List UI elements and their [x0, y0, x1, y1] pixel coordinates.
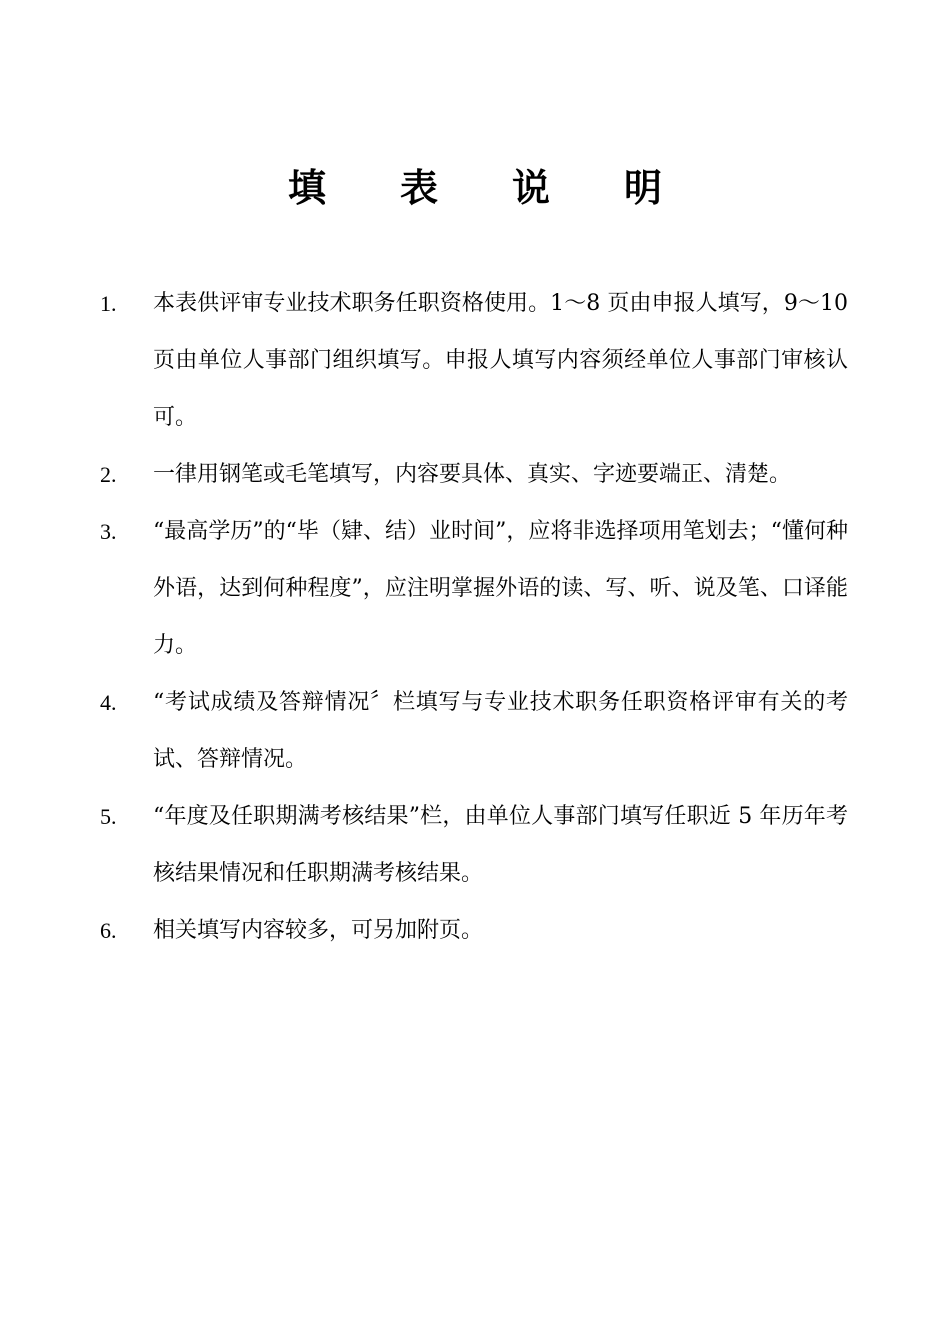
item-number: 2. — [100, 462, 117, 487]
item-text: “最高学历”的“毕（肄、结）业时间”，应将非选择项用笔划去；“懂何种外语，达到何种程度”，应注明掌握外语的读、写、听、说及笔、口译能力。 — [153, 519, 848, 658]
instruction-item-6 — [100, 902, 860, 959]
item-text: 本表供评审专业技术职务任职资格使用。1～8 页由申报人填写，9～10 页由单位人事部门组织填写。申报人填写内容须经单位人事部门审核认可。 — [153, 291, 848, 430]
instruction-item-3 — [100, 503, 860, 674]
item-text: 一律用钢笔或毛笔填写，内容要具体、真实、字迹要端正、清楚。 — [153, 462, 792, 487]
item-number: 4. — [100, 690, 117, 715]
item-number: 6. — [100, 918, 117, 943]
item-number: 3. — [100, 519, 117, 544]
item-text: “考试成绩及答辩情况〞栏填写与专业技术职务任职资格评审有关的考试、答辩情况。 — [153, 690, 848, 772]
instruction-item-2 — [100, 446, 860, 503]
instruction-item-4 — [100, 674, 860, 788]
instruction-list — [100, 275, 860, 959]
instruction-item-5 — [100, 788, 860, 902]
item-text: “年度及任职期满考核结果”栏，由单位人事部门填写任职近 5 年历年考核结果情况和任职期满考核结果。 — [153, 804, 848, 886]
item-text: 相关填写内容较多，可另加附页。 — [153, 918, 484, 943]
instruction-item-1 — [100, 275, 860, 446]
item-number: 5. — [100, 804, 117, 829]
item-number: 1. — [100, 291, 117, 316]
page-title: 填表说明 — [287, 165, 736, 210]
